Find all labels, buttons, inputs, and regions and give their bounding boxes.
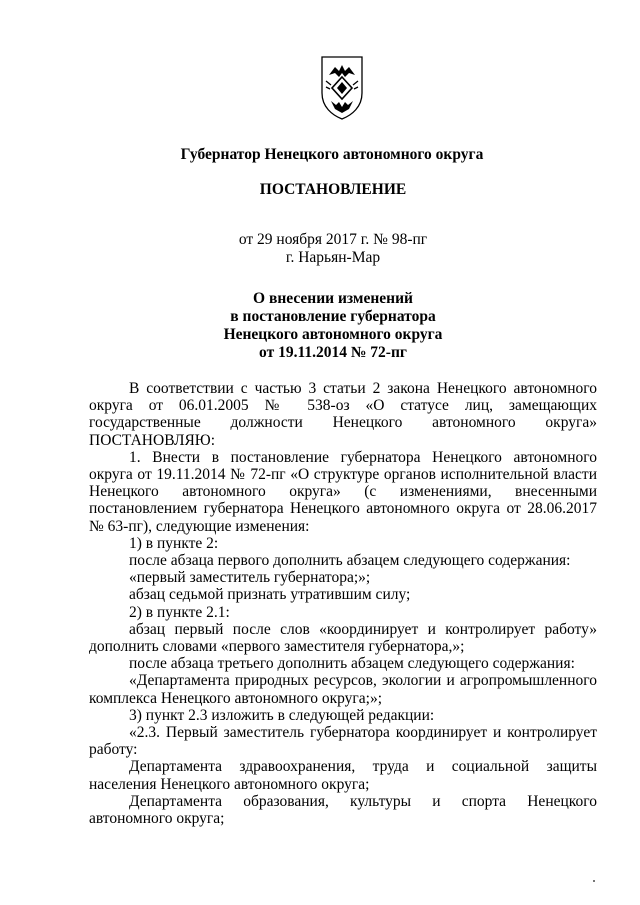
document-subject: [0, 290, 640, 362]
body-paragraph: после абзаца третьего дополнить абзацем следующего содержания:: [129, 655, 575, 673]
body-paragraph: Департамента здравоохранения, труда и социальной защиты населения Ненецкого автономного округа;: [89, 758, 597, 793]
document-type: ПОСТАНОВЛЕНИЕ: [259, 181, 407, 198]
document-date-number: от 29 ноября 2017 г. № 98-пг: [238, 231, 428, 248]
coat-of-arms-icon: [319, 55, 365, 121]
document-city: г. Нарьян-Мар: [285, 249, 381, 266]
body-paragraph: «Департамента природных ресурсов, экологии и агропромышленного комплекса Ненецкого автономного округа;»;: [89, 672, 597, 707]
subject-line: О внесении изменений: [253, 290, 413, 307]
body-paragraph: В соответствии с частью 3 статьи 2 закона Ненецкого автономного округа от 06.01.2005 № 538-оз «О статусе лиц, замещающих государственные должности Ненецкого автономного округа» ПОСТАНОВЛЯЮ:: [89, 380, 597, 449]
body-paragraph: абзац седьмой признать утратившим силу;: [129, 586, 411, 604]
body-paragraph: 3) пункт 2.3 изложить в следующей редакции:: [129, 706, 435, 724]
subject-line: Ненецкого автономного округа: [223, 326, 443, 343]
subject-line: в постановление губернатора: [230, 308, 436, 325]
scan-dot: [593, 880, 595, 882]
body-paragraph: «2.3. Первый заместитель губернатора координирует и контролирует работу:: [89, 724, 597, 759]
body-paragraph: абзац первый после слов «координирует и контролирует работу» дополнить словами «первого заместителя губернатора,»;: [89, 620, 597, 656]
body-paragraph: Департамента образования, культуры и спорта Ненецкого автономного округа;: [89, 792, 597, 828]
document-body: [89, 380, 597, 827]
body-paragraph: 1) в пункте 2:: [129, 534, 219, 552]
body-paragraph: после абзаца первого дополнить абзацем следующего содержания:: [129, 552, 571, 570]
subject-line: от 19.11.2014 № 72-пг: [259, 344, 407, 361]
body-paragraph: «первый заместитель губернатора;»;: [129, 569, 371, 587]
issuing-authority: Губернатор Ненецкого автономного округа: [180, 146, 484, 163]
body-paragraph: 1. Внести в постановление губернатора Ненецкого автономного округа от 19.11.2014 № 72-пг «О структуре органов исполнительной власти Ненецкого автономного округа» (с изменениями, внесенными постановлением губернатора Ненецкого автономного округа от 28.06.2017 № 63-пг), следующие изменения:: [89, 448, 597, 535]
body-paragraph: 2) в пункте 2.1:: [129, 603, 230, 621]
